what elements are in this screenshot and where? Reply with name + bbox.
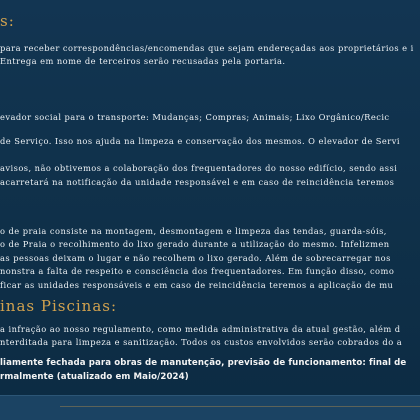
text-line-4: de Serviço. Isso nos ajuda na limpeza e conservação dos mesmos. O elevador de Servi [0,136,400,146]
text-line-7: o de praia consiste na montagem, desmontagem e limpeza das tendas, guarda-sóis, [0,226,387,236]
text-line-9: as pessoas deixam o lugar e não recolhem o lixo gerado. Além de sobrecarregar nos [0,253,391,263]
notice-line-2: rmalmente (atualizado em Maio/2024) [0,372,189,382]
text-line-5: avisos, não obtivemos a colaboração dos frequentadores do nosso edifício, sendo assi [0,163,398,173]
notice-line-1: liamente fechada para obras de manutenção, previsão de funcionamento: final de [0,358,407,368]
text-line-12: a infração ao nosso regulamento, como medida administrativa da atual gestão, além d [0,324,401,334]
text-line-10: nonstra a falta de respeito e consciência dos frequentadores. Em função disso, como [0,266,395,276]
text-line-11: ficar as unidades responsáveis e em caso de reincidência teremos a aplicação de mu [0,280,394,290]
text-line-2: Entrega em nome de terceiros serão recusadas pela portaria. [0,56,286,66]
text-line-13: nterditada para limpeza e sanitização. Todos os custos envolvidos serão cobrados do a [0,337,403,347]
section-heading-piscinas: inas Piscinas: [0,297,118,315]
footer-band [0,395,420,420]
footer-divider [60,406,420,407]
text-line-3: evador social para o transporte: Mudanças; Compras; Animais; Lixo Orgânico/Recic [0,112,390,122]
text-line-6: acarretará na notificação da unidade responsável e em caso de reincidência teremos [0,177,395,187]
text-line-8: o de Praia o recolhimento do lixo gerado durante a utilização do mesmo. Infelizmen [0,239,390,249]
section-heading-top: s: [0,12,15,30]
text-line-1: para receber correspondências/encomendas que sejam endereçadas aos proprietários e i [0,43,414,53]
